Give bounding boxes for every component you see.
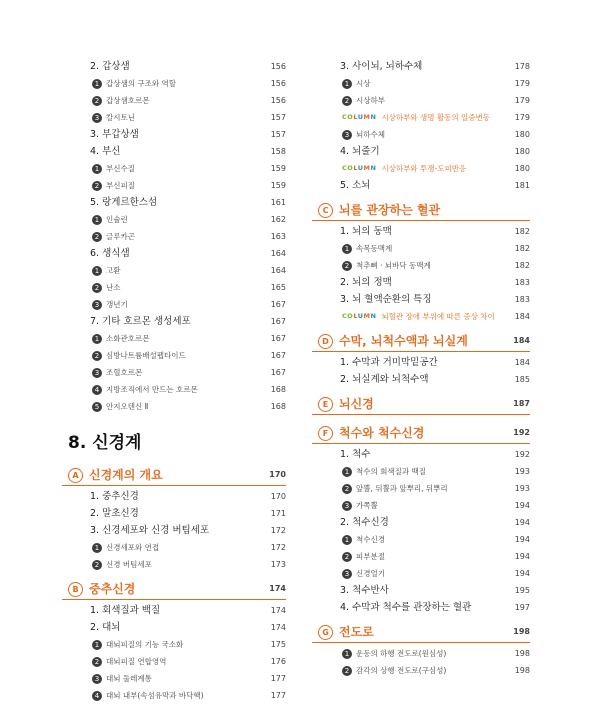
page-number: 168 xyxy=(270,402,286,411)
section-title: 척수와 척수신경 xyxy=(339,426,425,440)
toc-entry[interactable] xyxy=(62,602,286,619)
toc-subentry-title: 대뇌피질의 기능 국소화 xyxy=(106,640,184,649)
page-number: 184 xyxy=(514,358,530,367)
section-underline xyxy=(312,220,530,221)
toc-subentry-title: 부신수질 xyxy=(106,164,135,173)
toc-subentry-title: 척추뼈 · 뇌바닥 동맥계 xyxy=(356,261,431,270)
page-number: 172 xyxy=(270,543,286,552)
toc-subentry-title: 신경얼기 xyxy=(356,569,385,578)
toc-entry-title: 3. 척수반사 xyxy=(340,585,389,596)
section-badge: D xyxy=(318,334,333,349)
column-entry[interactable] xyxy=(312,308,530,325)
toc-entry-title: 7. 기타 호르몬 생성세포 xyxy=(90,316,191,327)
section-heading[interactable] xyxy=(312,619,530,645)
page-number: 170 xyxy=(269,470,286,479)
column-tag: COLUMN xyxy=(342,113,377,121)
number-circle-icon: 2 xyxy=(92,181,102,191)
toc-entry[interactable] xyxy=(312,582,530,599)
toc-subentry-title: 조혈호르몬 xyxy=(106,368,143,377)
number-circle-icon: 2 xyxy=(92,657,102,667)
number-circle-icon: 2 xyxy=(342,484,352,494)
toc-entry[interactable] xyxy=(62,488,286,505)
section-title: 중추신경 xyxy=(89,582,136,596)
toc-subentry-title: 신경 버팀세포 xyxy=(106,560,152,569)
toc-subentry[interactable] xyxy=(312,240,530,257)
toc-subentry[interactable] xyxy=(62,262,286,279)
toc-subentry[interactable] xyxy=(312,257,530,274)
page-number: 194 xyxy=(514,501,530,510)
toc-entry-title: 4. 수막과 척수를 관장하는 혈관 xyxy=(340,602,472,613)
page-number: 180 xyxy=(514,147,530,156)
number-circle-icon: 2 xyxy=(92,96,102,106)
page-number: 163 xyxy=(270,232,286,241)
page-number: 184 xyxy=(514,312,530,321)
toc-entry[interactable] xyxy=(312,514,530,531)
page-number: 162 xyxy=(270,215,286,224)
number-circle-icon: 1 xyxy=(342,649,352,659)
toc-subentry[interactable] xyxy=(62,364,286,381)
number-circle-icon: 1 xyxy=(342,467,352,477)
number-circle-icon: 5 xyxy=(92,402,102,412)
section-underline xyxy=(312,414,530,415)
toc-entry-title: 4. 부신 xyxy=(90,146,121,157)
section-underline xyxy=(62,599,286,600)
page-number: 192 xyxy=(513,428,530,437)
toc-subentry[interactable] xyxy=(62,381,286,398)
page-number: 171 xyxy=(270,509,286,518)
number-circle-icon: 1 xyxy=(92,543,102,553)
column-entry-title: 시상하부와 투쟁-도피반응 xyxy=(381,164,467,173)
number-circle-icon: 3 xyxy=(92,674,102,684)
page-number: 184 xyxy=(513,336,530,345)
number-circle-icon: 1 xyxy=(342,244,352,254)
column-entry-title: 뇌혈관 장애 부위에 따른 증상 차이 xyxy=(381,312,495,321)
toc-entry[interactable] xyxy=(62,313,286,330)
toc-entry-title: 2. 뇌실계와 뇌척수액 xyxy=(340,374,429,385)
toc-subentry-title: 가쪽뿔 xyxy=(356,501,378,510)
page-number: 168 xyxy=(270,385,286,394)
page-number: 194 xyxy=(514,569,530,578)
toc-subentry[interactable] xyxy=(62,670,286,687)
section-title: 수막, 뇌척수액과 뇌실계 xyxy=(339,334,468,348)
number-circle-icon: 1 xyxy=(92,164,102,174)
toc-entry-title: 1. 뇌의 동맥 xyxy=(340,226,392,237)
toc-entry-title: 2. 뇌의 정맥 xyxy=(340,277,392,288)
page-number: 194 xyxy=(514,552,530,561)
toc-entry[interactable] xyxy=(312,274,530,291)
toc-entry-title: 5. 랑게르한스섬 xyxy=(90,197,158,208)
section-underline xyxy=(312,443,530,444)
page-number: 194 xyxy=(514,518,530,527)
toc-subentry-title: 대뇌피질 연합영역 xyxy=(106,657,167,666)
number-circle-icon: 1 xyxy=(342,79,352,89)
page-number: 193 xyxy=(514,484,530,493)
toc-subentry[interactable] xyxy=(62,160,286,177)
number-circle-icon: 2 xyxy=(92,232,102,242)
page-number: 157 xyxy=(270,113,286,122)
number-circle-icon: 2 xyxy=(342,96,352,106)
column-entry-title: 시상하부와 생명 활동의 일중변동 xyxy=(381,113,491,122)
section-heading[interactable] xyxy=(312,197,530,223)
number-circle-icon: 1 xyxy=(92,79,102,89)
section-heading[interactable] xyxy=(312,420,530,446)
toc-subentry-title: 신경세포와 연접 xyxy=(106,543,160,552)
page-number: 182 xyxy=(514,261,530,270)
section-badge: A xyxy=(68,468,83,483)
toc-subentry[interactable] xyxy=(312,497,530,514)
toc-subentry[interactable] xyxy=(62,211,286,228)
toc-subentry-title: 뇌하수체 xyxy=(356,130,385,139)
section-badge: C xyxy=(318,203,333,218)
toc-entry[interactable] xyxy=(62,143,286,160)
section-heading[interactable] xyxy=(312,391,530,417)
page-number: 176 xyxy=(270,657,286,666)
page-number: 179 xyxy=(514,96,530,105)
number-circle-icon: 3 xyxy=(342,130,352,140)
number-circle-icon: 4 xyxy=(92,691,102,701)
toc-subentry[interactable] xyxy=(62,347,286,364)
toc-subentry-title: 척수의 회색질과 백질 xyxy=(356,467,426,476)
page-number: 159 xyxy=(270,164,286,173)
page-number: 178 xyxy=(514,62,530,71)
page-number: 167 xyxy=(270,334,286,343)
toc-entry[interactable] xyxy=(62,522,286,539)
section-title: 뇌신경 xyxy=(339,397,374,411)
page-number: 174 xyxy=(270,606,286,615)
toc-left-column xyxy=(62,58,286,704)
number-circle-icon: 2 xyxy=(342,261,352,271)
page-number: 194 xyxy=(514,535,530,544)
number-circle-icon: 1 xyxy=(92,640,102,650)
page-number: 164 xyxy=(270,249,286,258)
toc-subentry[interactable] xyxy=(312,548,530,565)
page-number: 180 xyxy=(514,130,530,139)
toc-entry-title: 3. 뇌 혈액순환의 특징 xyxy=(340,294,432,305)
section-title: 전도로 xyxy=(339,625,374,639)
toc-entry[interactable] xyxy=(312,58,530,75)
toc-subentry[interactable] xyxy=(62,398,286,415)
toc-entry[interactable] xyxy=(62,245,286,262)
toc-right-column xyxy=(312,58,530,679)
toc-subentry[interactable] xyxy=(62,687,286,704)
page-number: 177 xyxy=(270,691,286,700)
page-number: 173 xyxy=(270,560,286,569)
toc-entry[interactable] xyxy=(62,505,286,522)
column-tag: COLUMN xyxy=(342,164,377,172)
toc-subentry-title: 갑상샘호르몬 xyxy=(106,96,150,105)
section-underline xyxy=(312,351,530,352)
toc-subentry[interactable] xyxy=(62,177,286,194)
chapter-title: 8. 신경계 xyxy=(68,433,142,453)
toc-entry[interactable] xyxy=(62,58,286,75)
toc-entry-title: 3. 신경세포와 신경 버팀세포 xyxy=(90,525,210,536)
toc-subentry-title: 글루카곤 xyxy=(106,232,135,241)
toc-subentry-title: 인슐린 xyxy=(106,215,128,224)
toc-subentry[interactable] xyxy=(312,463,530,480)
number-circle-icon: 2 xyxy=(342,552,352,562)
page-number: 179 xyxy=(514,79,530,88)
number-circle-icon: 3 xyxy=(342,569,352,579)
page-number: 197 xyxy=(514,603,530,612)
toc-subentry-title: 소화관호르몬 xyxy=(106,334,150,343)
toc-subentry[interactable] xyxy=(312,480,530,497)
toc-subentry[interactable] xyxy=(62,92,286,109)
page-number: 187 xyxy=(513,399,530,408)
toc-subentry-title: 운동의 하행 전도로(원심성) xyxy=(356,649,447,658)
section-badge: B xyxy=(68,582,83,597)
page-number: 177 xyxy=(270,674,286,683)
page-number: 157 xyxy=(270,130,286,139)
toc-entry-title: 5. 소뇌 xyxy=(340,180,371,191)
section-badge: G xyxy=(318,625,333,640)
page-number: 175 xyxy=(270,640,286,649)
toc-entry-title: 3. 사이뇌, 뇌하수체 xyxy=(340,61,423,72)
toc-entry-title: 2. 갑상샘 xyxy=(90,61,130,72)
page-number: 167 xyxy=(270,317,286,326)
page-number: 167 xyxy=(270,368,286,377)
toc-subentry[interactable] xyxy=(62,653,286,670)
toc-subentry-title: 시상 xyxy=(356,79,371,88)
page-number: 158 xyxy=(270,147,286,156)
page-number: 192 xyxy=(514,450,530,459)
toc-subentry[interactable] xyxy=(312,75,530,92)
toc-subentry-title: 앞뿔, 뒤뿔과 앞뿌리, 뒤뿌리 xyxy=(356,484,448,493)
toc-subentry-title: 피부분절 xyxy=(356,552,385,561)
page-number: 180 xyxy=(514,164,530,173)
number-circle-icon: 3 xyxy=(92,368,102,378)
toc-subentry-title: 지방조직에서 만드는 호르몬 xyxy=(106,385,198,394)
toc-subentry-title: 고환 xyxy=(106,266,121,275)
toc-subentry-title: 척수신경 xyxy=(356,535,385,544)
toc-entry-title: 2. 척수신경 xyxy=(340,517,389,528)
number-circle-icon: 2 xyxy=(92,560,102,570)
toc-entry[interactable] xyxy=(312,446,530,463)
page-number: 183 xyxy=(514,278,530,287)
page-number: 193 xyxy=(514,467,530,476)
toc-subentry[interactable] xyxy=(312,645,530,662)
toc-entry[interactable] xyxy=(62,126,286,143)
section-heading[interactable] xyxy=(62,576,286,602)
section-title: 뇌를 관장하는 혈관 xyxy=(339,203,441,217)
page-number: 198 xyxy=(513,627,530,636)
page-number: 174 xyxy=(270,623,286,632)
toc-entry[interactable] xyxy=(62,619,286,636)
column-entry[interactable] xyxy=(312,109,530,126)
toc-entry-title: 2. 말초신경 xyxy=(90,508,139,519)
toc-subentry[interactable] xyxy=(62,296,286,313)
section-heading[interactable] xyxy=(312,328,530,354)
section-heading[interactable] xyxy=(62,462,286,488)
number-circle-icon: 3 xyxy=(92,113,102,123)
number-circle-icon: 2 xyxy=(92,283,102,293)
toc-subentry-title: 갱년기 xyxy=(106,300,128,309)
toc-subentry-title: 대뇌 내부(속섬유막과 바닥핵) xyxy=(106,691,204,700)
toc-entry-title: 1. 수막과 거미막밑공간 xyxy=(340,357,438,368)
toc-subentry[interactable] xyxy=(312,531,530,548)
page-number: 165 xyxy=(270,283,286,292)
toc-subentry-title: 대뇌 둘레계통 xyxy=(106,674,152,683)
toc-entry[interactable] xyxy=(312,354,530,371)
toc-subentry-title: 안지오텐신 Ⅱ xyxy=(106,402,149,411)
page-number: 156 xyxy=(270,62,286,71)
toc-entry-title: 1. 중추신경 xyxy=(90,491,139,502)
toc-entry-title: 4. 뇌줄기 xyxy=(340,146,380,157)
toc-entry[interactable] xyxy=(312,599,530,616)
number-circle-icon: 2 xyxy=(92,351,102,361)
toc-entry[interactable] xyxy=(312,371,530,388)
toc-entry[interactable] xyxy=(312,223,530,240)
page-number: 174 xyxy=(269,584,286,593)
toc-subentry-title: 부신피질 xyxy=(106,181,135,190)
number-circle-icon: 1 xyxy=(92,215,102,225)
toc-entry-title: 2. 대뇌 xyxy=(90,622,121,633)
number-circle-icon: 1 xyxy=(92,334,102,344)
toc-subentry-title: 시상하부 xyxy=(356,96,385,105)
toc-subentry-title: 심방나트륨배설펩타이드 xyxy=(106,351,186,360)
toc-entry-title: 3. 부갑상샘 xyxy=(90,129,139,140)
toc-entry-title: 1. 척수 xyxy=(340,449,371,460)
page-number: 161 xyxy=(270,198,286,207)
toc-entry-title: 1. 회색질과 백질 xyxy=(90,605,161,616)
page-number: 170 xyxy=(270,492,286,501)
toc-subentry[interactable] xyxy=(62,556,286,573)
page-number: 195 xyxy=(514,586,530,595)
page-number: 164 xyxy=(270,266,286,275)
toc-subentry[interactable] xyxy=(312,92,530,109)
page-number: 182 xyxy=(514,227,530,236)
page-number: 185 xyxy=(514,375,530,384)
number-circle-icon: 2 xyxy=(342,666,352,676)
section-underline xyxy=(312,642,530,643)
page-number: 179 xyxy=(514,113,530,122)
toc-subentry[interactable] xyxy=(62,636,286,653)
toc-entry[interactable] xyxy=(312,291,530,308)
toc-entry[interactable] xyxy=(62,194,286,211)
page-number: 182 xyxy=(514,244,530,253)
number-circle-icon: 1 xyxy=(92,266,102,276)
toc-subentry[interactable] xyxy=(312,565,530,582)
number-circle-icon: 3 xyxy=(342,501,352,511)
toc-subentry[interactable] xyxy=(62,228,286,245)
column-tag: COLUMN xyxy=(342,312,377,320)
toc-subentry[interactable] xyxy=(62,75,286,92)
toc-entry[interactable] xyxy=(312,143,530,160)
toc-entry[interactable] xyxy=(312,177,530,194)
page-number: 156 xyxy=(270,79,286,88)
page-number: 198 xyxy=(514,649,530,658)
page-number: 159 xyxy=(270,181,286,190)
page-number: 198 xyxy=(514,666,530,675)
toc-subentry-title: 난소 xyxy=(106,283,121,292)
toc-entry-title: 6. 생식샘 xyxy=(90,248,130,259)
page-number: 172 xyxy=(270,526,286,535)
page-number: 167 xyxy=(270,351,286,360)
section-underline xyxy=(62,485,286,486)
toc-subentry[interactable] xyxy=(62,330,286,347)
toc-subentry-title: 속목동맥계 xyxy=(356,244,393,253)
number-circle-icon: 1 xyxy=(342,535,352,545)
toc-subentry-title: 갑상샘의 구조와 역할 xyxy=(106,79,176,88)
toc-subentry[interactable] xyxy=(312,662,530,679)
section-title: 신경계의 개요 xyxy=(89,468,163,482)
section-badge: F xyxy=(318,426,333,441)
toc-subentry[interactable] xyxy=(62,109,286,126)
page-number: 181 xyxy=(514,181,530,190)
toc-subentry[interactable] xyxy=(62,539,286,556)
toc-subentry-title: 감각의 상행 전도로(구심성) xyxy=(356,666,447,675)
toc-subentry[interactable] xyxy=(62,279,286,296)
page-number: 156 xyxy=(270,96,286,105)
page-number: 183 xyxy=(514,295,530,304)
toc-subentry-title: 칼시토닌 xyxy=(106,113,135,122)
number-circle-icon: 3 xyxy=(92,300,102,310)
page-number: 167 xyxy=(270,300,286,309)
section-badge: E xyxy=(318,397,333,412)
toc-subentry[interactable] xyxy=(312,126,530,143)
column-entry[interactable] xyxy=(312,160,530,177)
number-circle-icon: 4 xyxy=(92,385,102,395)
